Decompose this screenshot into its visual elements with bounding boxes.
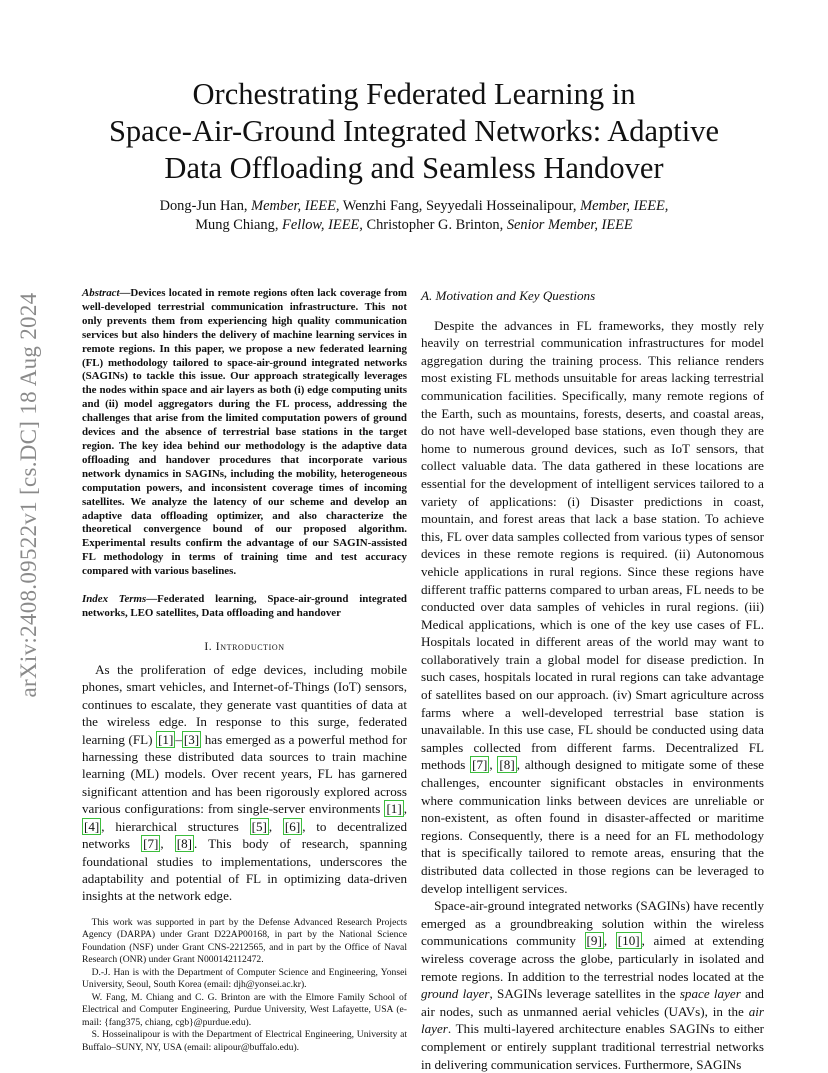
left-column — [82, 287, 407, 1054]
paper-title — [60, 76, 768, 187]
footnote: S. Hosseinalipour is with the Department of Electrical Engineering, University at Buffalo–SUNY, NY, USA (email: alipour@buffalo.edu). — [82, 1029, 407, 1053]
section-heading: I. Introduction — [204, 639, 285, 653]
citation-link[interactable]: [10] — [617, 933, 640, 949]
footnote: W. Fang, M. Chiang and C. G. Brinton are with the Elmore Family School of Electrical and Computer Engineering, Purdue University, West Lafayette, USA (e-mail: {fang375, chiang, cgb}@purdue.edu). — [82, 991, 407, 1028]
text-run: , — [160, 836, 175, 852]
citation-link[interactable]: [5] — [251, 818, 267, 834]
author-name: Wenzhi Fang, Seyyedali Hosseinalipour, — [342, 198, 577, 214]
abstract — [82, 287, 407, 579]
citation-link[interactable]: [9] — [586, 933, 602, 949]
author-role: Member, IEEE, — [580, 198, 669, 214]
text-run: . This multi-layered architecture enables SAGINs to either complement or entirely supplant traditional terrestrial networks in delivering communication services. Furthermore, SAGINs — [421, 1021, 764, 1072]
citation-link[interactable]: [7] — [143, 836, 159, 852]
author-line-2 — [60, 216, 768, 235]
text-run: As the proliferation of edge devices, including mobile phones, smart vehicles, and Internet-of-Things (IoT) sensors, continues to escalate, they generate vast quantities of data at the wireless edge. In response to this surge, federated learning (FL) — [82, 662, 407, 747]
title-line: Orchestrating Federated Learning in — [192, 77, 636, 111]
index-terms — [82, 593, 407, 621]
author-name: Mung Chiang, — [195, 217, 279, 233]
text-run: has emerged as a powerful method for harnessing these distributed data sources to train machine learning (ML) models. Over recent years, FL has garnered significant attention and has been rigorously explored across various configurations: from single-server environments — [82, 731, 408, 817]
author-list — [60, 197, 768, 235]
text-run: , aimed at extending wireless coverage across the globe, particularly in isolated and remote regions. In addition to the terrestrial nodes located at the — [421, 933, 764, 984]
text-run: , to decentralized networks — [82, 818, 407, 852]
intro-paragraph — [82, 661, 407, 905]
text-run: Despite the advances in FL frameworks, they mostly rely heavily on terrestrial communication infrastructures for model aggregation during the training process. This reliance renders most existing FL methods unsuitable for areas lacking terrestrial communication facilities. Specifically, many remote regions of the Earth, such as mountains, forests, deserts, and coastal areas, do not have well-developed base stations, even though they are home to numerous ground devices, such as IoT sensors, that collect valuable data. The data gathered in these locations are essential for the development of intelligent services tailored to a variety of applications: (i) Disaster predictions in coast, mountain, and forest areas that lack a base station. To achieve this, FL over data samples collected from various types of sensor devices in these remote regions is required. (ii) Autonomous vehicle applications in rural regions. Since these regions have different traffic patterns compared to urban areas, FL needs to be conducted over data samples of vehicles in rural regions. (iii) Medical applications, which is one of the key use cases of FL. Hospitals located in different areas of the world may want to collaboratively train a global model for disease prediction. In such cases, hospitals located in rural regions can take advantage of satellites based on our approach. (iv) Smart agriculture across farms where a well-developed terrestrial base station is unavailable. In this use case, FL should be conducted using data samples collected from different farms. Decentralized FL methods — [421, 317, 764, 773]
title-line: Data Offloading and Seamless Handover — [164, 151, 664, 185]
author-role: Member, IEEE, — [251, 198, 340, 214]
author-name: Christopher G. Brinton, — [366, 217, 504, 233]
text-run: , although designed to mitigate some of these challenges, encounter significant obstacles in environments where communication links between devices are unreliable or non-existent, as often found in disaster-affected or maritime regions. Consequently, there is a need for an FL methodology that is specifically tailored to remote areas, ensuring that the distributed data collected in those regions can be leveraged to develop intelligent services. — [421, 757, 764, 896]
citation-link[interactable]: [3] — [183, 731, 200, 747]
text-run: , — [268, 818, 283, 834]
text-run: – — [175, 731, 182, 747]
citation-link[interactable]: [1] — [386, 801, 402, 817]
citation-link[interactable]: [1] — [158, 731, 174, 747]
footnotes — [82, 917, 407, 1055]
text-run: , — [489, 757, 498, 773]
citation-link[interactable]: [8] — [499, 757, 515, 773]
body-paragraph — [421, 897, 764, 1073]
author-role: Senior Member, IEEE — [506, 217, 633, 233]
arxiv-watermark — [12, 280, 46, 710]
emphasis: ground layer — [421, 986, 490, 1002]
citation-link[interactable]: [4] — [84, 818, 100, 834]
emphasis: space layer — [679, 986, 741, 1002]
author-line-1 — [60, 197, 768, 216]
index-terms-label: Index Terms — [82, 593, 147, 606]
text-run: , SAGINs leverage satellites in the — [489, 986, 680, 1002]
subsection-heading: A. Motivation and Key Questions — [421, 288, 596, 303]
text-run: and air nodes, such as unmanned aerial vehicles (UAVs), in the — [421, 986, 764, 1019]
title-line: Space-Air-Ground Integrated Networks: Adaptive — [108, 114, 720, 148]
citation-link[interactable]: [8] — [176, 836, 193, 852]
abstract-label: Abstract — [82, 287, 120, 299]
text-run: . This body of research, spanning foundational studies to implementations, underscores the adaptability and potential of FL in optimizing data-driven insights at the network edge. — [82, 836, 407, 904]
citation-link[interactable]: [6] — [284, 818, 301, 834]
author-name: Dong-Jun Han, — [159, 198, 248, 214]
footnote: D.-J. Han is with the Department of Computer Science and Engineering, Yonsei University, Seoul, South Korea (email: djh@yonsei.ac.kr). — [82, 966, 407, 991]
right-column — [421, 287, 764, 1073]
footnote: This work was supported in part by the Defense Advanced Research Projects Agency (DARPA) under Grant D22AP00168, in part by the National Science Foundation (NSF) under Grant CNS-2212565, and in part by the Office of Naval Research (ONR) under Grant N000142112472. — [82, 916, 407, 966]
text-run: , — [603, 933, 616, 949]
emphasis: air layer — [421, 1003, 764, 1037]
text-run: , — [403, 801, 407, 817]
body-paragraph — [421, 317, 764, 898]
arxiv-id: arXiv:2408.09522v1 [cs.DC] 18 Aug 2024 — [16, 292, 41, 698]
citation-link[interactable]: [7] — [472, 757, 488, 773]
index-terms-text: —Federated learning, Space-air-ground integrated networks, LEO satellites, Data offloading and handover — [82, 593, 407, 619]
author-role: Fellow, IEEE, — [282, 217, 363, 233]
text-run: Space-air-ground integrated networks (SAGINs) have recently emerged as a groundbreaking solution within the wireless communications community — [421, 898, 764, 949]
text-run: , hierarchical structures — [101, 818, 250, 834]
abstract-text: —Devices located in remote regions often lack coverage from well-developed terrestrial communication infrastructure. This not only prevents them from experiencing high quality communication services but also hinders the delivery of machine learning services in remote regions. In this paper, we propose a new federated learning (FL) methodology tailored to space-air-ground integrated networks (SAGINs) to tackle this issue. Our approach strategically leverages the nodes within space and air layers as both (i) edge computing units and (ii) model aggregators during the FL process, addressing the challenges that arise from the limited computation powers of ground devices and the absence of terrestrial base stations in the target region. The key idea behind our methodology is the adaptive data offloading and handover procedures that incorporate various network dynamics in SAGINs, including the mobility, heterogeneous computation powers, and inconsistent coverage times of incoming satellites. We analyze the latency of our scheme and develop an adaptive data offloading optimizer, and also characterize the theoretical convergence bound of our proposed algorithm. Experimental results confirm the advantage of our SAGIN-assisted FL methodology in terms of training time and test accuracy compared with various baselines. — [82, 287, 407, 578]
